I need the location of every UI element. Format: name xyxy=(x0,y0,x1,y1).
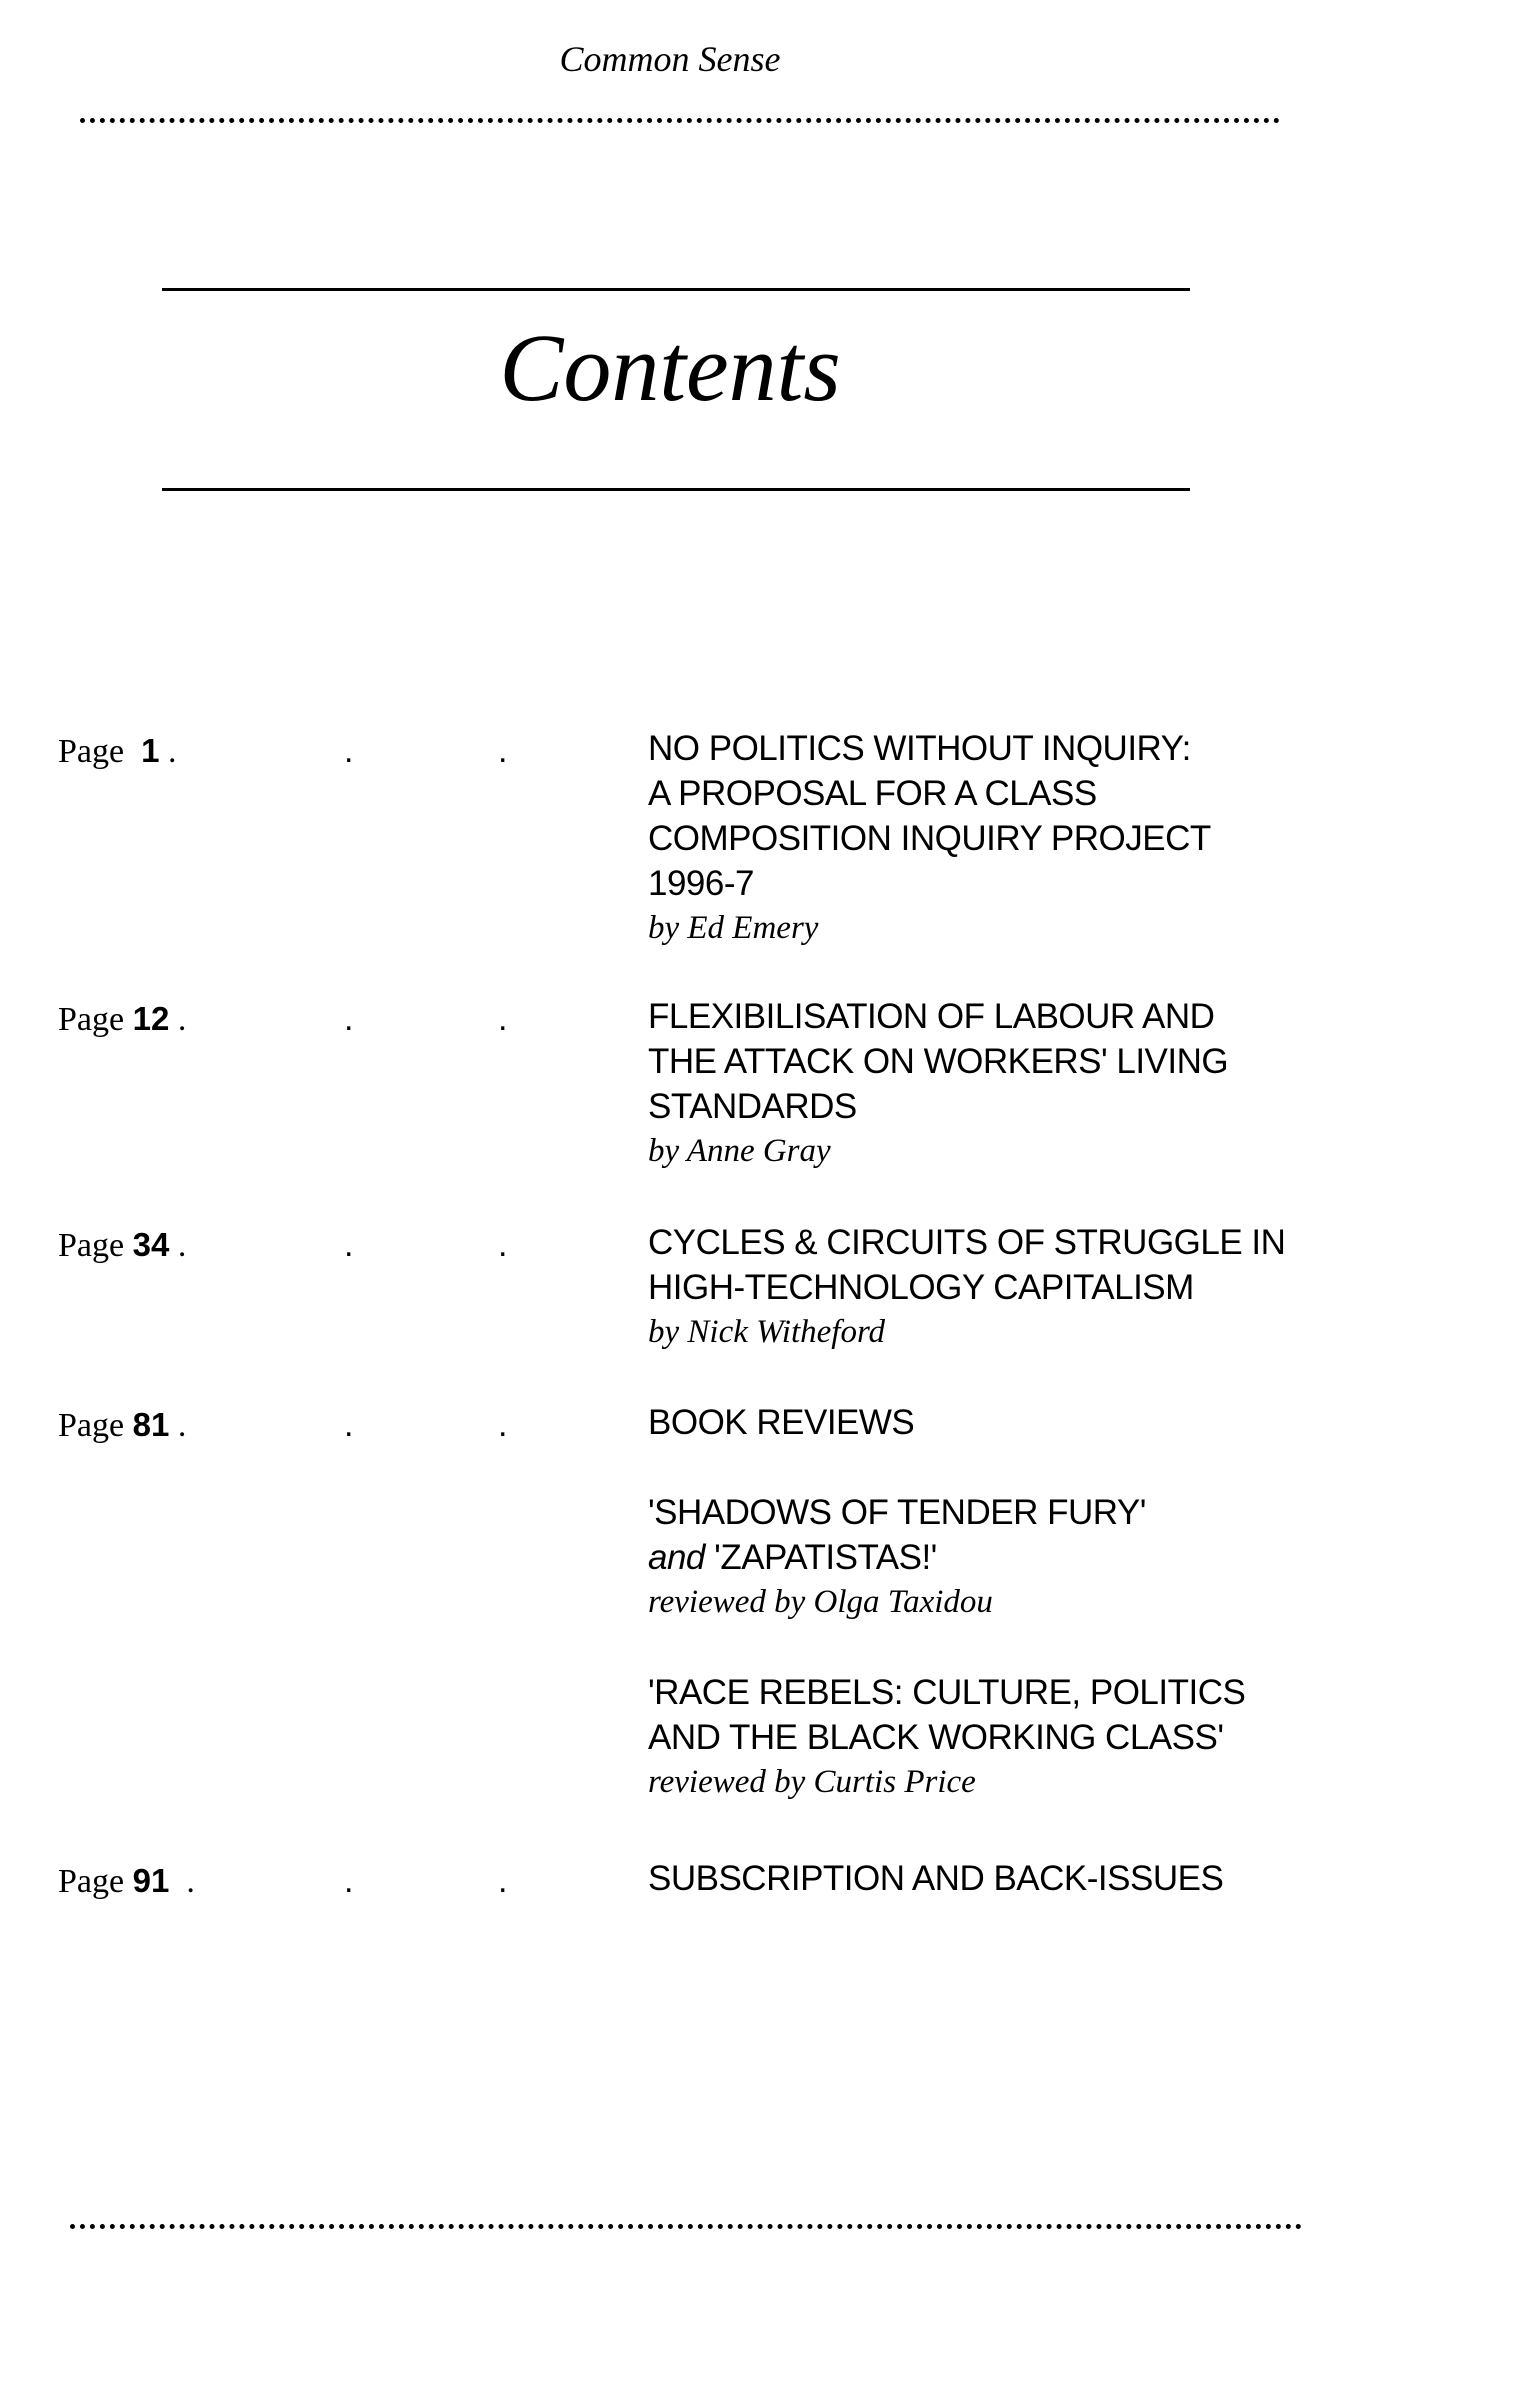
page-ref: Page 1 . xyxy=(58,732,177,770)
page-word: Page xyxy=(58,1407,125,1444)
toc-entry[interactable] xyxy=(648,1400,1348,1445)
contents-heading: Contents xyxy=(499,314,841,421)
leader-dot: . xyxy=(498,1226,508,1264)
review-title xyxy=(648,1490,1348,1580)
page-number: 91 xyxy=(132,1862,170,1899)
leader-dot: . xyxy=(344,1406,354,1444)
review-entry[interactable] xyxy=(648,1670,1348,1804)
review-byline: reviewed by Curtis Price xyxy=(648,1764,976,1800)
footer-dotted-rule xyxy=(70,2224,1302,2229)
page-number: 1 xyxy=(141,732,160,769)
toc-entry[interactable] xyxy=(648,1856,1348,1901)
entry-title: SUBSCRIPTION AND BACK-ISSUES xyxy=(648,1859,1224,1898)
journal-title: Common Sense xyxy=(559,39,781,79)
review-byline: reviewed by Olga Taxidou xyxy=(648,1584,993,1620)
page-word: Page xyxy=(58,1227,125,1264)
leader-dot: . xyxy=(498,1862,508,1900)
page-ref: Page 34 . xyxy=(58,1226,187,1264)
page-ref: Page 91 . xyxy=(58,1862,195,1900)
entry-byline: by Anne Gray xyxy=(648,1133,831,1169)
toc-entry[interactable] xyxy=(648,726,1348,950)
header-dotted-rule xyxy=(80,118,1280,123)
entry-byline: by Nick Witheford xyxy=(648,1314,886,1350)
page-word: Page xyxy=(58,1863,125,1900)
leader-dot: . xyxy=(344,1862,354,1900)
entry-title: NO POLITICS WITHOUT INQUIRY: A PROPOSAL FOR A CLASS COMPOSITION INQUIRY PROJECT 1996-7 xyxy=(648,729,1211,903)
contents-top-rule xyxy=(162,288,1190,291)
entry-title: FLEXIBILISATION OF LABOUR AND THE ATTACK ON WORKERS' LIVING STANDARDS xyxy=(648,997,1229,1126)
leader-dot: . xyxy=(498,1000,508,1038)
page-number: 12 xyxy=(132,1000,170,1037)
page-number: 34 xyxy=(132,1226,170,1263)
leader-dot: . xyxy=(498,732,508,770)
entry-title: BOOK REVIEWS xyxy=(648,1403,915,1442)
entry-byline: by Ed Emery xyxy=(648,910,819,946)
leader-dot: . xyxy=(498,1406,508,1444)
page-ref: Page 81 . xyxy=(58,1406,187,1444)
review-and: and xyxy=(648,1538,705,1577)
review-title-line2: 'ZAPATISTAS!' xyxy=(704,1538,937,1577)
review-title-line1: 'SHADOWS OF TENDER FURY' xyxy=(648,1493,1146,1532)
contents-bottom-rule xyxy=(162,488,1190,491)
toc-entry[interactable] xyxy=(648,994,1348,1173)
leader-dot: . xyxy=(344,1226,354,1264)
page-word: Page xyxy=(58,1001,125,1038)
page-word: Page xyxy=(58,733,125,770)
toc-entry[interactable] xyxy=(648,1220,1348,1354)
page-number: 81 xyxy=(132,1406,170,1443)
review-title: 'RACE REBELS: CULTURE, POLITICS AND THE BLACK WORKING CLASS' xyxy=(648,1673,1246,1757)
page-ref: Page 12 . xyxy=(58,1000,187,1038)
leader-dot: . xyxy=(344,732,354,770)
leader-dot: . xyxy=(344,1000,354,1038)
entry-title: CYCLES & CIRCUITS OF STRUGGLE IN HIGH-TECHNOLOGY CAPITALISM xyxy=(648,1223,1286,1307)
review-entry[interactable] xyxy=(648,1490,1348,1624)
